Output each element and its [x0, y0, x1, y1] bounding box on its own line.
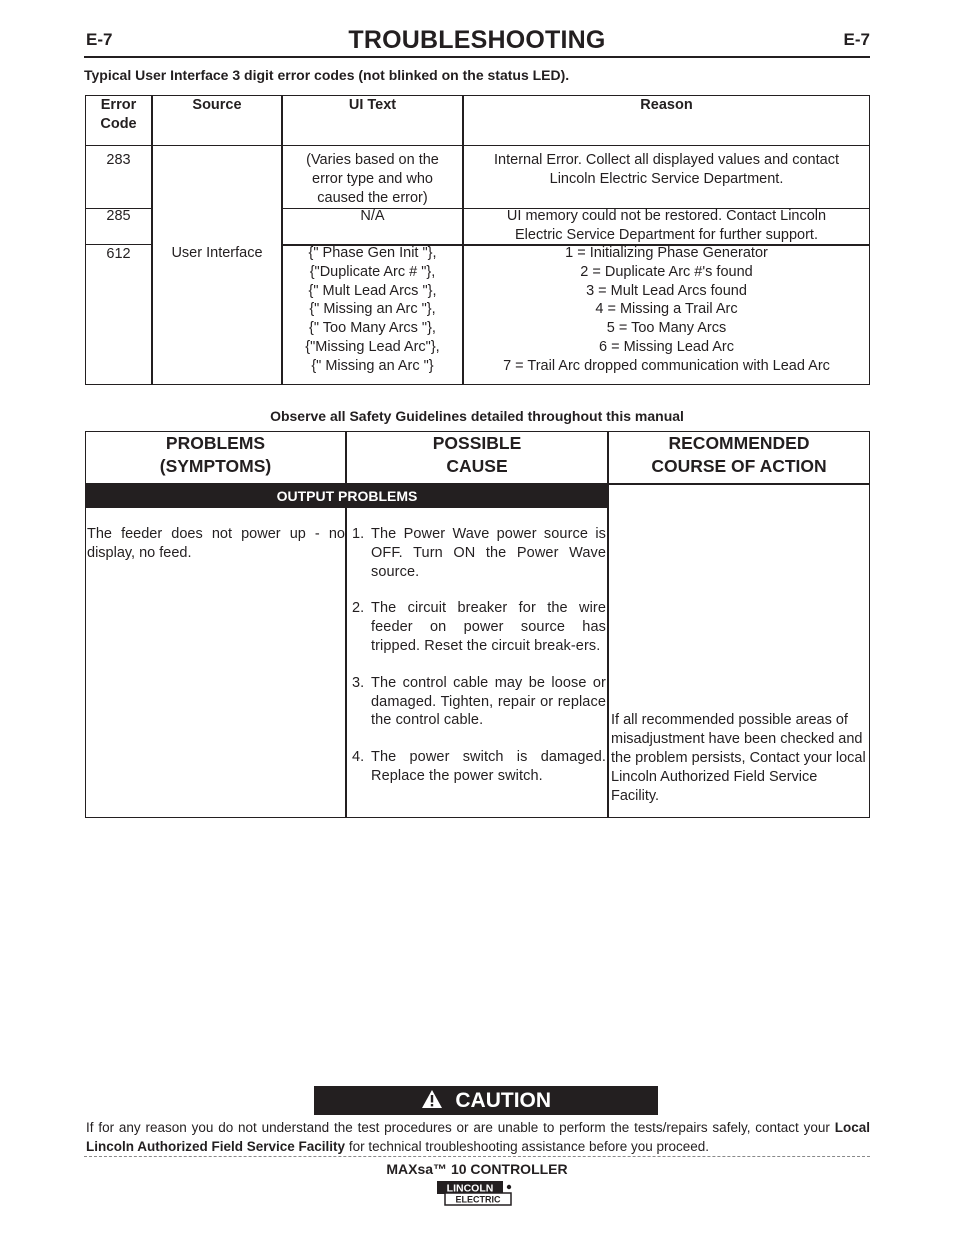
reason-cell: UI memory could not be restored. Contact Lincoln Electric Service Department for further support. — [506, 208, 827, 243]
column-header-source: Source — [192, 97, 242, 113]
troubleshooting-table — [85, 431, 870, 818]
column-header-action: RECOMMENDED COURSE OF ACTION — [651, 433, 827, 476]
caution-label: CAUTION — [455, 1089, 552, 1112]
row-divider — [86, 145, 869, 146]
ui-text-cell: N/A — [360, 208, 385, 224]
caution-banner — [314, 1086, 658, 1115]
recommended-action: If all recommended possible areas of misadjustment have been checked and the problem persists, Contact your local Lincoln Authorized Field Service Facility. — [611, 712, 866, 804]
error-code-cell: 283 — [106, 152, 131, 168]
causes-list — [352, 525, 606, 804]
page-title: TROUBLESHOOTING — [348, 26, 606, 54]
cause-item: 4. The power switch is damaged. Replace the power switch. — [352, 749, 606, 784]
error-code-table — [85, 95, 870, 385]
safety-note: Observe all Safety Guidelines detailed throughout this manual — [270, 408, 684, 424]
section-output-problems: OUTPUT PROBLEMS — [86, 484, 608, 508]
ui-text-cell: {" Phase Gen Init "}, {"Duplicate Arc # "}, {" Mult Lead Arcs "}, {" Missing an Arc "}, {" Too Many Arcs "}, {"Missing Lead Arc"}, {" Missing an Arc "} — [305, 245, 440, 374]
cause-item: 3. The control cable may be loose or damaged. Tighten, repair or replace the control cable. — [352, 674, 606, 729]
cause-item: 2. The circuit breaker for the wire feeder on power source has tripped. Reset the circuit break-ers. — [352, 600, 606, 654]
error-table-caption: Typical User Interface 3 digit error codes (not blinked on the status LED). — [84, 67, 570, 83]
column-header-error-code: Error Code — [100, 97, 137, 132]
source-cell: User Interface — [171, 245, 263, 261]
column-header-ui-text: UI Text — [348, 97, 397, 113]
svg-text:ELECTRIC: ELECTRIC — [455, 1194, 501, 1205]
reason-cell: Internal Error. Collect all displayed values and contact Lincoln Electric Service Department. — [494, 152, 839, 187]
page-code-left: E-7 — [86, 30, 113, 49]
error-code-cell: 612 — [106, 246, 131, 262]
page-code-right: E-7 — [843, 30, 870, 49]
column-divider — [151, 96, 153, 385]
caution-text: If for any reason you do not understand the test procedures or are unable to perform the tests/repairs safely, contact your Local Lincoln Authorized Field Service Facility for technical troubleshooting assistance before you proceed. — [86, 1120, 870, 1154]
lincoln-electric-logo — [436, 1180, 514, 1207]
warning-triangle-icon — [421, 1089, 443, 1109]
svg-text:LINCOLN: LINCOLN — [446, 1182, 494, 1195]
cause-item: 1. The Power Wave power source is OFF. Turn ON the Power Wave source. — [352, 526, 606, 580]
page-header — [84, 26, 870, 58]
symptom-text: The feeder does not power up - no display, no feed. — [87, 526, 345, 561]
product-name: MAXsa™ 10 CONTROLLER — [386, 1161, 568, 1177]
footer-divider — [84, 1156, 870, 1157]
error-code-cell: 285 — [106, 208, 131, 224]
column-header-cause: POSSIBLE CAUSE — [432, 433, 522, 476]
column-header-reason: Reason — [640, 97, 693, 113]
reason-cell: 1 = Initializing Phase Generator 2 = Duplicate Arc #'s found 3 = Mult Lead Arcs found 4 = Missing a Trail Arc 5 = Too Many Arcs 6 = Missing Lead Arc 7 = Trail Arc dropped communication with Lead Arc — [503, 245, 830, 374]
column-header-problems: PROBLEMS (SYMPTOMS) — [159, 433, 272, 476]
ui-text-cell: (Varies based on the error type and who caused the error) — [306, 152, 439, 206]
